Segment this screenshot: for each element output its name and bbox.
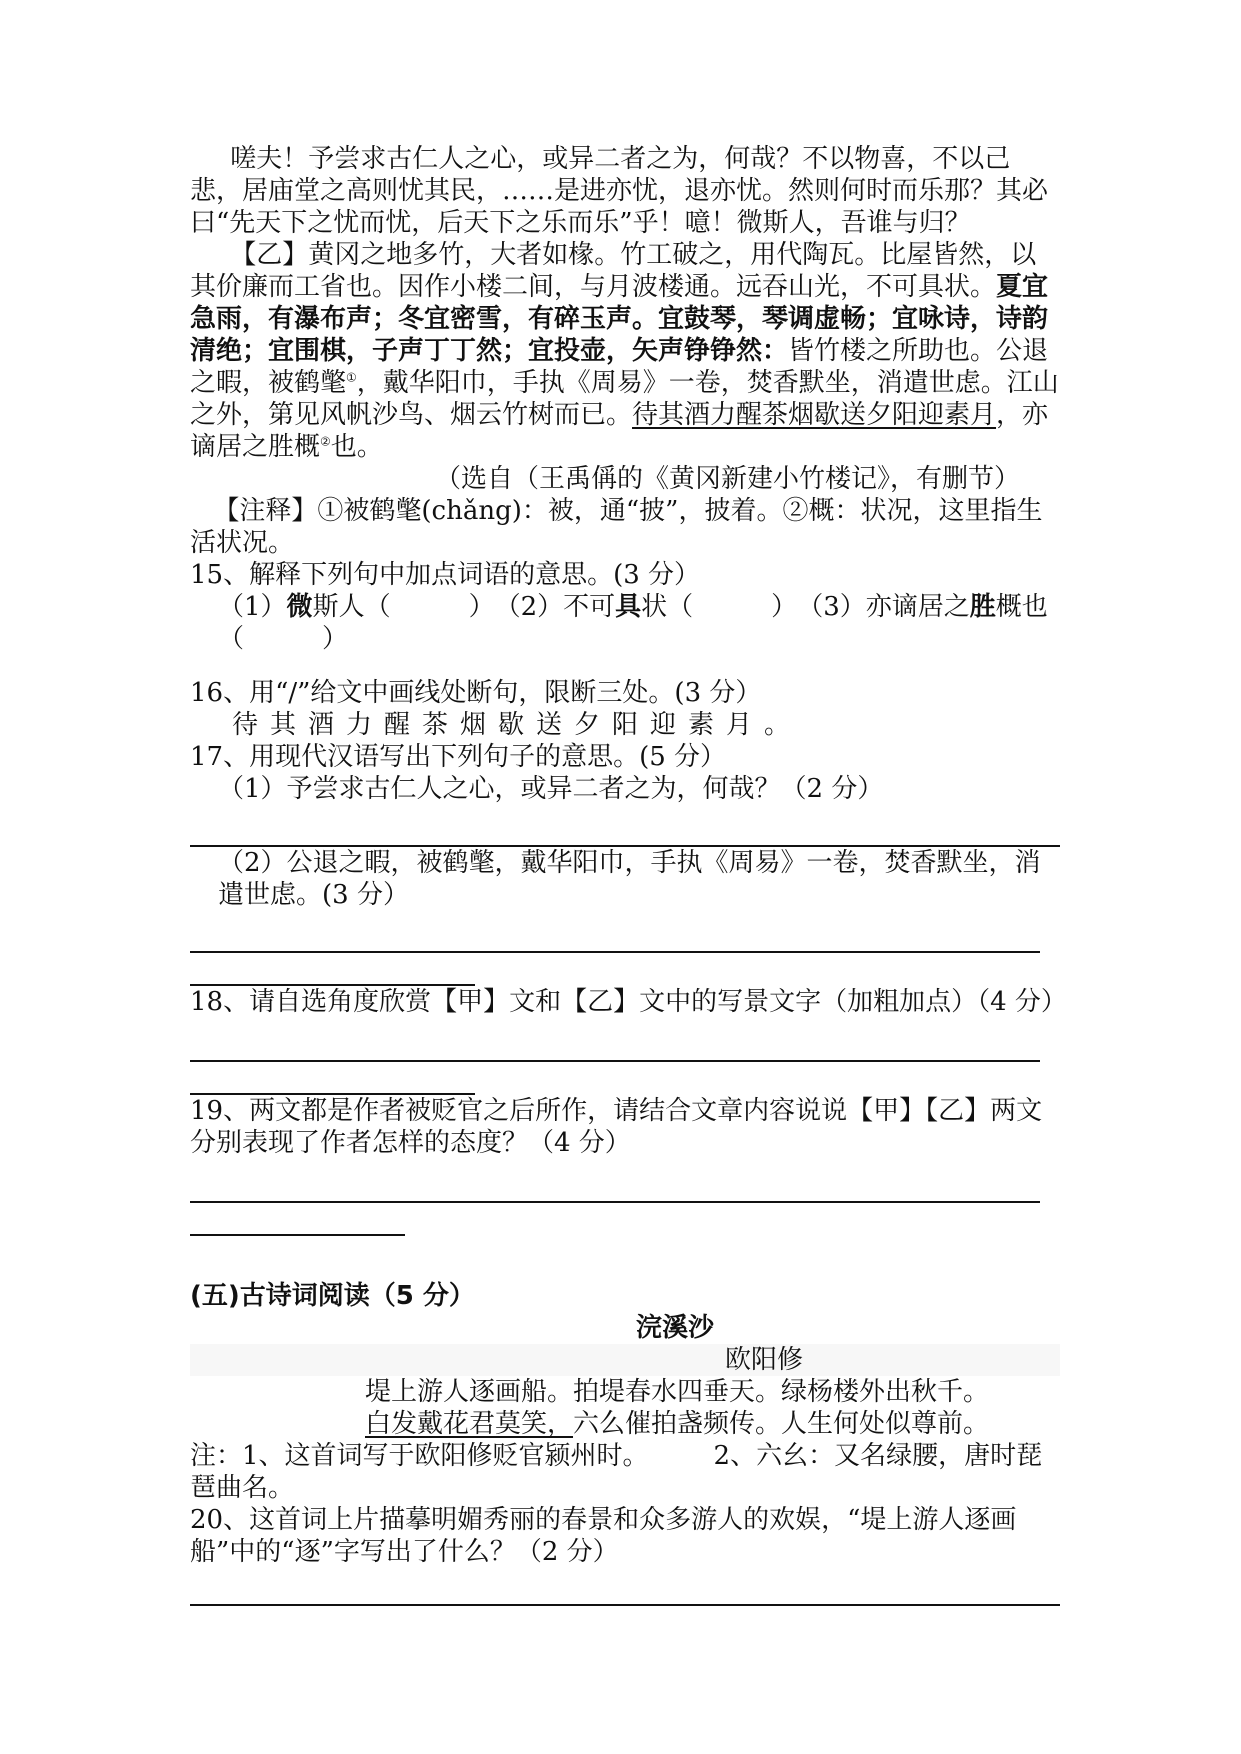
note-marker-1: ①: [346, 370, 357, 385]
exam-page: [190, 143, 1067, 1606]
q17-sentence1: （1）予尝求古仁人之心，或异二者之为，何哉？（2 分）: [218, 774, 884, 804]
q15-item2-word: 具: [615, 592, 642, 622]
yi-mid1: 皆竹楼之所助也。公退之暇，被鹤氅: [190, 336, 1049, 398]
q17-sentence2: （2）公退之暇，被鹤氅，戴华阳巾，手执《周易》一卷，焚香默坐，消遣世虑。(3 分）: [218, 848, 1041, 910]
answer-line[interactable]: [190, 1604, 1060, 1606]
poem-note: 注：1、这首词写于欧阳修贬官颍州时。 2、六幺：又名绿腰，唐时琵琶曲名。: [190, 1441, 1043, 1503]
note-marker-2: ②: [320, 434, 331, 449]
yi-lead: 【乙】黄冈之地多竹，大者如椽。竹工破之，用代陶瓦。比屋皆然，以其价廉而工省也。因作小楼二间，与月波楼通。远吞山光，不可具状。: [190, 240, 1037, 302]
annotation: 【注释】①被鹤氅(chǎng)：被，通“披”，披着。②概：状况，这里指生活状况。: [190, 496, 1043, 558]
poem-title: 浣溪沙: [635, 1313, 714, 1343]
q15-item1-word: 微: [286, 592, 313, 622]
yi-mid2: ，戴华阳巾，手执《周易》一卷，焚香默坐，消遣世虑。江山之外，第见风帆沙鸟、烟云竹树而已。: [190, 368, 1059, 430]
q19-title: 19、两文都是作者被贬官之后所作，请结合文章内容说说【甲】【乙】两文分别表现了作者怎样的态度？（4 分）: [190, 1096, 1043, 1158]
section5-title: (五)古诗词阅读（5 分）: [190, 1281, 475, 1311]
q16-title: 16、用“/”给文中画线处断句，限断三处。(3 分）: [190, 678, 762, 708]
q17-title: 17、用现代汉语写出下列句子的意思。(5 分）: [190, 742, 727, 772]
poem-line1: 堤上游人逐画船。拍堤春水四垂天。绿杨楼外出秋千。: [365, 1377, 990, 1407]
yi-passage: [190, 239, 1060, 463]
q15-items: [190, 591, 1060, 655]
q15-item3-word: 胜: [969, 592, 996, 622]
q18-title: 18、请自选角度欣赏【甲】文和【乙】文中的写景文字（加粗加点）（4 分）: [190, 987, 1067, 1017]
poem-line2: [190, 1408, 1060, 1440]
q15-item3-blank[interactable]: 概也（ ）: [218, 592, 1048, 654]
yi-tail2: 也。: [330, 432, 383, 462]
q15-title: 15、解释下列句中加点词语的意思。(3 分）: [190, 560, 701, 590]
yi-tail1: ，亦谪居之胜概: [190, 400, 1049, 462]
q15-item1-prefix: （1）: [218, 592, 287, 622]
q15-item3-prefix: （3）亦谪居之: [810, 592, 970, 622]
poem-line2-rest: 六么催拍盏频传。人生何处似尊前。: [573, 1409, 990, 1439]
yi-underlined-sentence: 待其酒力醒茶烟歇送夕阳迎素月: [632, 400, 997, 430]
yi-source: （选自（王禹偁的《黄冈新建小竹楼记》，有删节）: [434, 464, 1020, 494]
q15-item1-blank[interactable]: 斯人（ ）: [312, 592, 482, 622]
poem-author: 欧阳修: [190, 1344, 1060, 1376]
poem-line2-underlined: 白发戴花君莫笑，: [365, 1409, 574, 1439]
q15-item2-prefix: （2）不可: [507, 592, 616, 622]
q16-sentence[interactable]: 待其酒力醒茶烟歇送夕阳迎素月。: [232, 710, 803, 740]
q20-title: 20、这首词上片描摹明媚秀丽的春景和众多游人的欢娱，“堤上游人逐画船”中的“逐”字写出了什么？（2 分）: [190, 1505, 1017, 1567]
yi-bold-scenery: 夏宜急雨，有瀑布声；冬宜密雪，有碎玉声。宜鼓琴，琴调虚畅；宜咏诗，诗韵清绝；宜围棋，子声丁丁然；宜投壶，矢声铮铮然：: [190, 272, 1049, 366]
q15-item2-blank[interactable]: 状（ ）: [641, 592, 785, 622]
jia-conclusion-paragraph: 嗟夫！予尝求古仁人之心，或异二者之为，何哉？不以物喜，不以己悲，居庙堂之高则忧其民，……是进亦忧，退亦忧。然则何时而乐那？其必曰“先天下之忧而忧，后天下之乐而乐”乎！噫！微斯人，吾谁与归？: [190, 144, 1049, 238]
